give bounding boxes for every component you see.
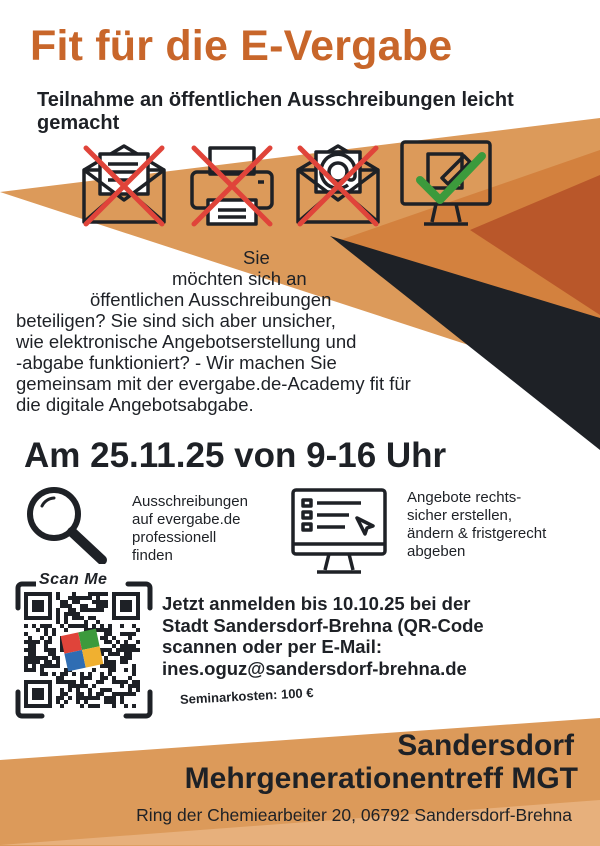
feature-create-line-2: sicher erstellen, xyxy=(407,507,513,524)
intro-line-5: wie elektronische Angebotserstellung und xyxy=(16,331,357,352)
organizer-address: Ring der Chemiearbeiter 20, 06792 Sandersdorf-Brehna xyxy=(136,805,572,825)
registration-line-1: Jetzt anmelden bis 10.10.25 bei der xyxy=(162,593,471,614)
feature-find-line-1: Ausschreibungen xyxy=(132,493,248,510)
organizer-name-line-2: Mehrgenerationentreff MGT xyxy=(184,762,578,795)
qr-code[interactable] xyxy=(24,592,140,708)
qr-logo-tile xyxy=(64,650,85,671)
page-subtitle: Teilnahme an öffentlichen Ausschreibungen leicht gemacht xyxy=(37,89,514,134)
event-datetime: Am 25.11.25 von 9-16 Uhr xyxy=(24,436,447,475)
page-title: Fit für die E-Vergabe xyxy=(30,22,453,70)
magnifier-icon xyxy=(22,484,112,564)
envelope-at-icon xyxy=(294,140,382,228)
registration-line-3: scannen oder per E-Mail: xyxy=(162,636,382,657)
intro-line-7: gemeinsam mit der evergabe.de-Academy fit für xyxy=(16,373,411,394)
intro-line-3: öffentlichen Ausschreibungen xyxy=(90,289,332,310)
feature-create-line-4: abgeben xyxy=(407,543,466,560)
feature-find-line-2: auf evergabe.de xyxy=(132,511,241,528)
monitor-form-icon xyxy=(289,486,389,578)
qr-logo-tile xyxy=(61,632,82,653)
registration-email[interactable]: ines.oguz@sandersdorf-brehna.de xyxy=(162,657,467,679)
feature-create-line-1: Angebote rechts- xyxy=(407,489,522,506)
envelope-letter-icon xyxy=(80,140,168,228)
monitor-edit-icon xyxy=(398,136,494,232)
intro-line-4: beteiligen? Sie sind sich aber unsicher, xyxy=(16,310,336,331)
registration-line-2: Stadt Sandersdorf-Brehna (QR-Code xyxy=(162,614,484,636)
feature-create-text xyxy=(407,489,546,561)
feature-find-text xyxy=(132,493,248,565)
feature-find-line-4: finden xyxy=(132,547,173,564)
intro-line-8: die digitale Angebotsabgabe. xyxy=(16,394,254,415)
registration-text xyxy=(162,593,484,679)
scan-me-label: Scan Me xyxy=(36,571,110,589)
qr-logo-tile xyxy=(82,646,103,667)
fax-machine-icon xyxy=(188,140,276,228)
qr-finder-pattern xyxy=(32,688,44,700)
intro-line-6: -abgabe funktioniert? - Wir machen Sie xyxy=(16,352,337,373)
seminar-cost: Seminarkosten: 100 € xyxy=(179,685,314,707)
qr-finder-pattern xyxy=(32,600,44,612)
qr-logo-tile xyxy=(78,629,99,650)
intro-line-1: Sie xyxy=(243,247,270,268)
intro-line-2: möchten sich an xyxy=(172,268,307,289)
organizer-name-line-1: Sandersdorf xyxy=(397,729,574,762)
feature-create-line-3: ändern & fristgerecht xyxy=(407,525,547,542)
feature-find-line-3: professionell xyxy=(132,529,217,546)
qr-finder-pattern xyxy=(120,600,132,612)
